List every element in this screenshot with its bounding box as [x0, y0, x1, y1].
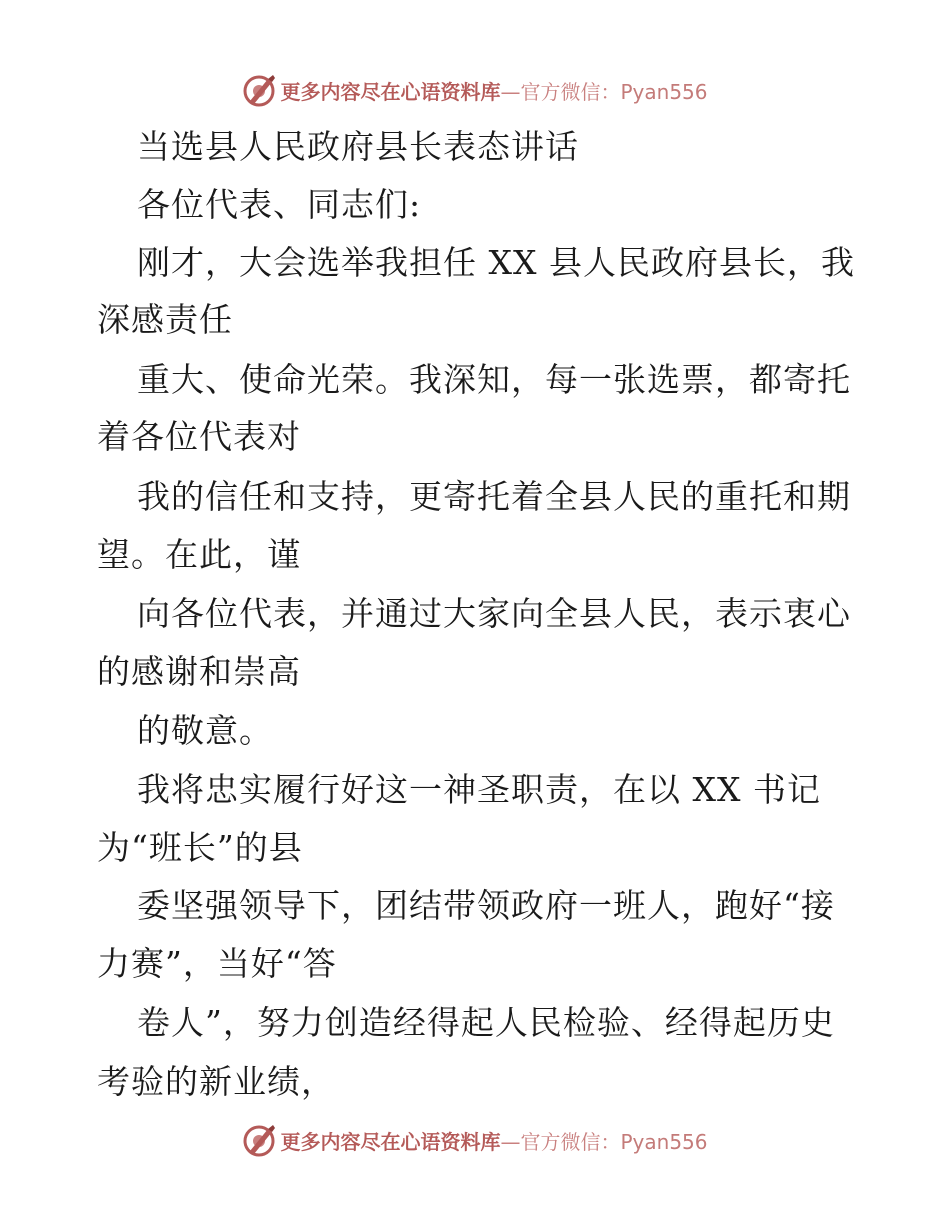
watermark-dash: — — [500, 1129, 521, 1154]
watermark-wechat-id: Pyan556 — [620, 1129, 708, 1154]
watermark-wechat-label: 官方微信： — [520, 79, 621, 104]
watermark-site-name: 更多内容尽在心语资料库 — [280, 79, 501, 104]
text-line: 着各位代表对 — [97, 417, 301, 456]
watermark-dash: — — [500, 79, 521, 104]
watermark-wechat-label: 官方微信： — [520, 1129, 621, 1154]
text-line: 重大、使命光荣。我深知，每一张选票，都寄托 — [137, 360, 851, 399]
text-line: 向各位代表，并通过大家向全县人民，表示衷心 — [137, 594, 851, 633]
document-title: 当选县人民政府县长表态讲话 — [137, 127, 579, 166]
footer-watermark — [0, 1120, 950, 1160]
salutation: 各位代表、同志们: — [137, 185, 422, 224]
text-line: 我的信任和支持，更寄托着全县人民的重托和期 — [137, 477, 851, 516]
text-line: 刚才，大会选举我担任 XX 县人民政府县长，我 — [137, 243, 855, 282]
text-line: 考验的新业绩， — [97, 1062, 335, 1101]
text-line: 卷人”，努力创造经得起人民检验、经得起历史 — [137, 1003, 835, 1042]
text-line: 的感谢和崇高 — [97, 652, 301, 691]
text-line: 我将忠实履行好这一神圣职责，在以 XX 书记 — [137, 770, 821, 809]
watermark-wechat-id: Pyan556 — [620, 79, 708, 104]
text-line: 深感责任 — [97, 300, 233, 339]
text-line: 望。在此，谨 — [97, 535, 301, 574]
watermark-text — [280, 1126, 707, 1155]
text-line: 为“班长”的县 — [97, 828, 303, 867]
text-line: 的敬意。 — [137, 711, 273, 750]
text-line: 力赛”，当好“答 — [97, 944, 337, 983]
pen-seal-logo-icon — [242, 1123, 276, 1157]
text-line: 委坚强领导下，团结带领政府一班人，跑好“接 — [137, 886, 835, 925]
watermark-site-name: 更多内容尽在心语资料库 — [280, 1129, 501, 1154]
